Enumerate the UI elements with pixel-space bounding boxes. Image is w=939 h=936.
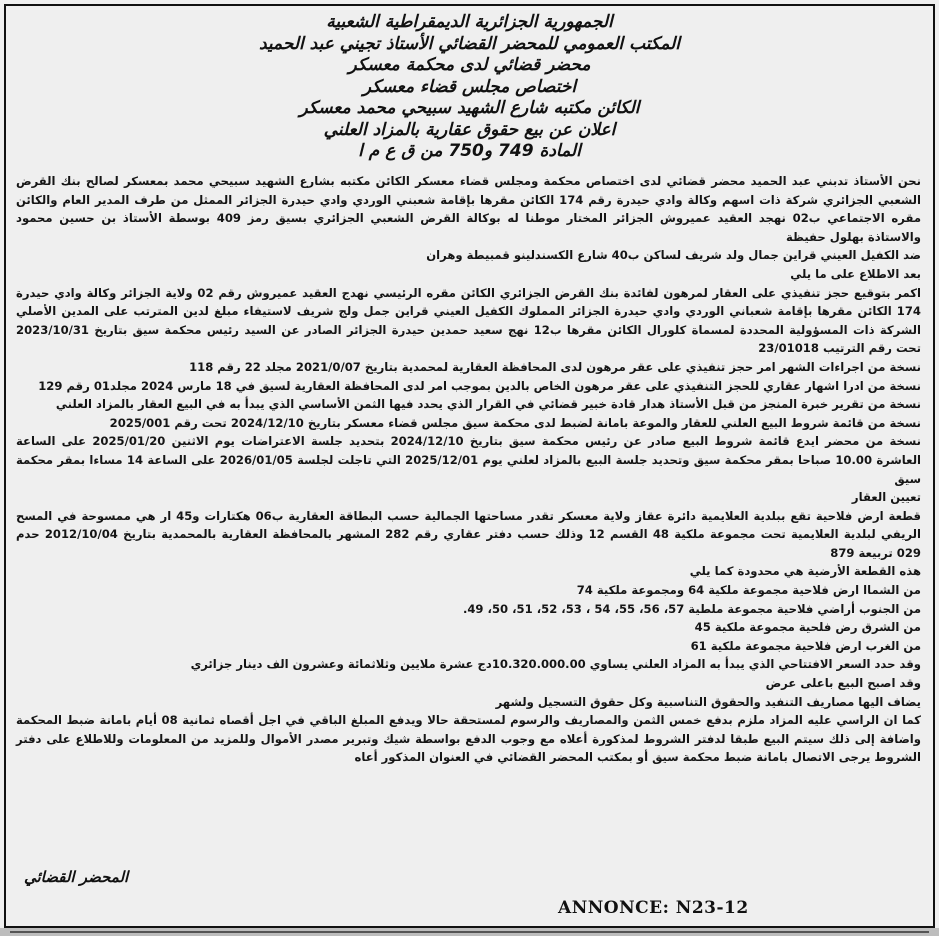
next-clipping-edge [0,928,939,936]
header-line-address: الكائن مكتبه شارع الشهيد سبيحي محمد معسكر [299,98,640,118]
header-line-title: اعلان عن بيع حقوق عقارية بالمزاد العلني [323,119,616,140]
paragraph-property-heading: تعيين العقار [851,490,921,505]
paragraph-opening-price: وقد حدد السعر الافتتاحي الذي يبدأ به المزاد العلني يساوي 10.320.000.00دج عشرة ملايين وثلاثمائة وعشرون الف دينار جزائري [190,657,921,672]
boundary-north: من الشماا ارض فلاحية مجموعة ملكية 64 ومجموعة ملكية 74 [576,583,921,598]
paragraph-property-description: قطعة ارض فلاحية تقع ببلدية العلايمية دائرة عقاز ولاية معسكر تقدر مساحتها الجمالية حسب البطاقة العقارية ب06 هكتارات و45 ار هي ممسوحة في المسح الريفي لبلدية العلايمية تحت مجموعة ملكية 48 القسم 12 وذلك حسب دفتر عقاري رقم 282 المشهر بالمحافظة العقارية بالمحمدية بتاريخ 2012/10/04 حدم 029 تربيعة 879 [16,508,922,560]
announcement-header [6,12,933,163]
signature-label: المحضر القضائي [24,868,129,886]
paragraph-publication-copy: نسخة من اجراءات الشهر امر حجز تنفيذي على عقر مرهون لدى المحافظة العقارية لمحمدية بتاريخ 2021/0/07 مجلد 22 رقم 118 [189,359,921,374]
paragraph-highest-bid: وقد اصبح البيع باعلى عرض [765,676,921,691]
paragraph-expert-report: نسخة من تقرير خبرة المنجز من قبل الأستاذ هدار قادة خبير قضائي في القرار الذي يحدد فيها الثمن الأساسي الذي يبدأ به في البيع العقار بالمزاد العلني [55,397,921,412]
paragraph-sessions: نسخة من محضر ايدع قائمة شروط البيع صادر عن رئيس محكمة سيق بتاريخ 2024/12/10 بتحديد جلسة الاعتراضات يوم الاثنين 2025/01/20 على الساعة العاشرة 10.00 صباحا بمقر محكمة سيق وتحديد جلسة البيع بالمزاد لعلني يوم 2025/12/01 التي تاجلت لجلسة 2026/01/05 على الساعة 14 مساءا بمقر محكمة سيق [16,434,922,486]
announcement-frame [4,4,935,928]
announcement-body [16,172,921,767]
boundary-west: من الغرب ارض فلاحية مجموعة ملكية 61 [690,638,921,653]
header-line-articles: المادة 749 و750 من ق ع م ا [358,141,581,161]
header-line-court: محضر قضائي لدى محكمة معسكر [348,55,591,75]
header-line-republic: الجمهورية الجزائرية الديمقراطية الشعبية [326,12,613,32]
boundary-east: من الشرق رض فلحية مجموعة ملكية 45 [694,620,921,635]
header-line-office: المكتب العمومي للمحضر القضائي الأستاذ تجيني عبد الحميد [258,33,681,54]
paragraph-intro: نحن الأستاذ تدبني عبد الحميد محضر قضائي لدى اختصاص محكمة ومجلس قضاء معسكر الكائن مكتبه بشارع الشهيد سبيحي محمد بمعسكر لصالح بنك القرض الشعبي الجزائري شركة ذات اسهم وكالة وادي حيدرة رقم 174 الكائن مقرها بإقامة شعبني الوردي وادي حيدرة الجزائر الممثل من طرف المدير العام والكائن مقره الاجتماعي ب02 نهجد العقيد عميروش الجزائر المختار موطنا له بوكالة القرض الشعبي الجزائري بسيق رمز 409 بوسطة الأستاذ بن حسين محمود والاستاذة بهلول حفيظة [16,174,921,244]
paragraph-seizure-order: اكمر بتوقيع حجز تنفيذي على العقار لمرهون لفائدة بنك القرض الجزائري الكائن مقره الرئيسي نهدج العقيد عميروش رقم 02 ولاية الجزائر وكالة وادي حيدرة 174 الكائن مقرها بإقامة شعباني الوردي وادي حيدرة الجزائر المملوك الكفيل العيني قراين جمل ولج شريف لاستيفاء مبلغ لدين المترتب على المدين الأصلي الشركة ذات المسؤولية المحددة لمسماة كلورال الكائن مقرها ب12 نهج سعيد حمدين حيدرة الجزائر الصادر عن السيد رئيس محكمة سيق بتاريخ 2023/10/31 تحت رقم الترتيب 23/01018 [16,285,921,356]
paragraph-payment-terms: كما ان الراسي عليه المزاد ملزم بدفع خمس الثمن والمصاريف والرسوم لمستحقة حالا ويدفع المبلغ الباقي في اجل أقصاه ثمانية 08 أيام بامانة ضبط المحكمة واضافة إلى ذلك سيتم البيع طبقا لدفتر الشروط لمذكورة أعلاه مع وجوب الدفع بواسطة شيك وتبرير مصدر الأموال وللمزيد من المعلومات وللاطلاع على دفتر الشروط يرجى الاتصال بامانة ضبط محكمة سيق أو بمكتب المحضر القضائي في العنوان المذكور أعاه [16,713,921,765]
header-line-jurisdiction: اختصاص مجلس قضاء معسكر [362,76,577,97]
paragraph-registry-copy: نسخة من ادرا اشهار عقاري للحجز التنفيذي على عقر مرهون الخاص بالدين بموجب امر لدى المحافظة العقارية لسيق في 18 مارس 2024 مجلد01 رقم 129 [38,378,921,393]
boundary-south: من الجنوب أراضي فلاحية مجموعة ملطية 57، 56، 55، 54 ، 53، 52، 51، 50، 49. [462,601,921,616]
annonce-number: ANNONCE: N23-12 [558,898,749,918]
paragraph-having-seen: بعد الاطلاع على ما يلي [790,266,921,281]
paragraph-fees: يضاف اليها مصاريف التنفيد والحقوق التناسبية وكل حقوق التسجيل ولشهر [495,694,921,709]
paragraph-boundaries-heading: هذه القطعة الأرضية هي محدودة كما يلي [689,564,921,579]
paragraph-against: ضد الكفيل العيني قراين جمال ولد شريف لساكن ب40 شارع الكسندلينو قمبيطة وهران [426,248,921,263]
paragraph-conditions-list: نسخة من قائمة شروط البيع العلني للعقار والموعة بامانة لضبط لدى محكمة سيق مجلس قضاء معسكر بتاريخ 2024/12/10 تحت رقم 2025/001 [109,415,921,430]
